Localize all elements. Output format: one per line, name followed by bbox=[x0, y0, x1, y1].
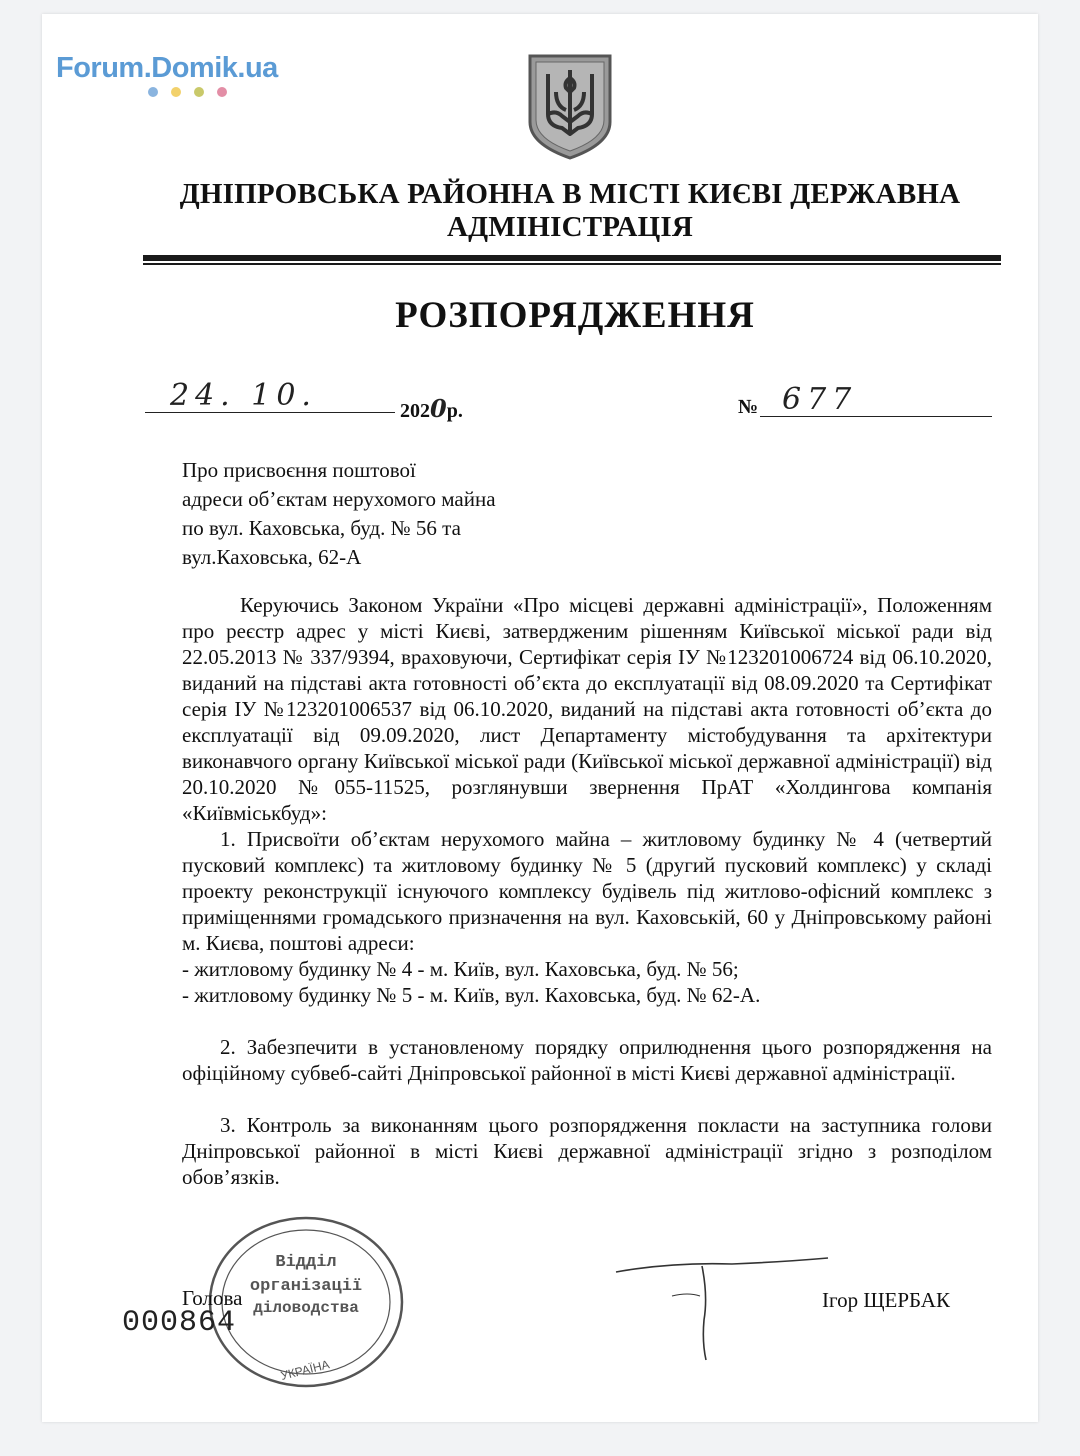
stamp-bottom: УКРАЇНА bbox=[279, 1357, 331, 1383]
header-line-1: ДНІПРОВСЬКА РАЙОННА В МІСТІ КИЄВІ ДЕРЖАВНА bbox=[179, 178, 961, 210]
watermark-dots bbox=[148, 87, 326, 97]
header-rule-thin bbox=[143, 263, 1001, 265]
address-line-1: - житловому будинку № 4 - м. Київ, вул. Каховська, буд. № 56; bbox=[182, 957, 739, 981]
year-suffix: р. bbox=[446, 400, 463, 422]
organization-header bbox=[140, 178, 1000, 244]
number-handwritten bbox=[782, 382, 857, 417]
stamp-line-1: Відділ bbox=[275, 1253, 337, 1272]
watermark-dot bbox=[217, 87, 227, 97]
forum-watermark bbox=[56, 52, 326, 97]
stamp-line-2: організації bbox=[249, 1277, 363, 1296]
signatory-position: Голова bbox=[182, 1286, 243, 1310]
item-1-paragraph: 1. Присвоїти об’єктам нерухомого майна – житловому будинку № 4 (четвертий пусковий комплекс) та житловому будинку № 5 (другий пусковий комплекс) у складі проекту реконструкції існуючого комплексу будівель під житлово-офісний комплекс з приміщеннями громадського призначення на вул. Каховській, 60 у Дніпровському районі м. Києва, поштові адреси: bbox=[182, 827, 992, 955]
registration-number: 000864 bbox=[122, 1306, 237, 1340]
preamble-paragraph: Керуючись Законом України «Про місцеві державні адміністрації», Положенням про реєстр адрес у місті Києві, затвердженим рішенням Київської міської ради від 22.05.2013 № 337/9394, враховуючи, Сертифікат серія ІУ №123201006724 від 06.10.2020, виданий на підставі акта готовності об’єкта до експлуатації від 08.09.2020 та Сертифікат серія ІУ №123201006537 від 06.10.2020, виданий на підставі акта готовності об’єкта до експлуатації від 09.09.2020, лист Департаменту містобудування та архітектури виконавчого органу Київської міської ради (Київської міської державної адміністрації) від 20.10.2020 №055-11525, розглянувши звернення ПрАТ «Холдингова компанія «Київміськбуд»: bbox=[182, 593, 992, 825]
document-title: РОЗПОРЯДЖЕННЯ bbox=[395, 295, 755, 336]
item-2-paragraph: 2. Забезпечити в установленому порядку оприлюднення цього розпорядження на офіційному субвеб-сайті Дніпровської районної в місті Києві державної адміністрації. bbox=[182, 1035, 992, 1085]
watermark-text: Forum.Domik.ua bbox=[56, 52, 278, 84]
document-body bbox=[182, 592, 992, 1190]
subject-line: адреси об’єктам нерухомого майна bbox=[182, 487, 496, 511]
date-year bbox=[400, 394, 463, 423]
header-line-2: АДМІНІСТРАЦІЯ bbox=[446, 211, 693, 243]
ukraine-trident-icon bbox=[526, 52, 614, 162]
year-handwritten: 0 bbox=[430, 394, 447, 423]
year-prefix: 202 bbox=[400, 400, 430, 422]
paragraph-gap bbox=[182, 1008, 992, 1034]
stamp-line-3: діловодства bbox=[253, 1299, 359, 1317]
date-handwritten bbox=[170, 378, 317, 413]
date-value: 24. 10. bbox=[170, 378, 317, 413]
signatory-name: Ігор ЩЕРБАК bbox=[822, 1288, 950, 1312]
item-3-paragraph: 3. Контроль за виконанням цього розпорядження покласти на заступника голови Дніпровської районної в місті Києві державної адміністрації згідно з розподілом обов’язків. bbox=[182, 1113, 992, 1189]
number-value: 677 bbox=[782, 382, 858, 417]
paragraph-gap bbox=[182, 1086, 992, 1112]
handwritten-signature bbox=[612, 1256, 832, 1366]
address-line-2: - житловому будинку № 5 - м. Київ, вул. Каховська, буд. № 62-А. bbox=[182, 983, 761, 1007]
watermark-dot bbox=[194, 87, 204, 97]
watermark-dot bbox=[148, 87, 158, 97]
watermark-dot bbox=[171, 87, 181, 97]
subject-line: по вул. Каховська, буд. № 56 та bbox=[182, 516, 461, 540]
subject-line: Про присвоєння поштової bbox=[182, 458, 416, 482]
number-label: № bbox=[738, 396, 759, 418]
subject-line: вул.Каховська, 62-А bbox=[182, 545, 362, 569]
document-subject bbox=[182, 456, 496, 572]
header-rule-thick bbox=[143, 255, 1001, 261]
